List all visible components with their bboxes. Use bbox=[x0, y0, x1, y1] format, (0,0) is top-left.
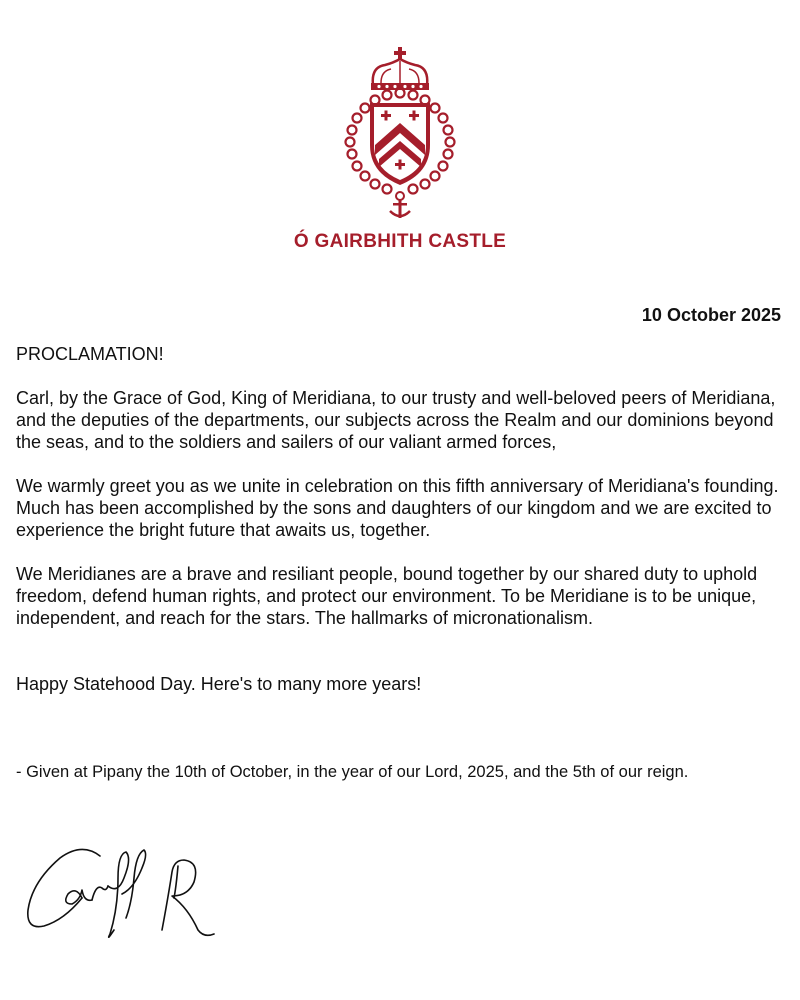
handwritten-signature-icon bbox=[22, 838, 222, 948]
castle-crest-icon bbox=[335, 45, 465, 220]
proclamation-body bbox=[16, 343, 791, 783]
proclamation-given-line: - Given at Pipany the 10th of October, in the year of our Lord, 2025, and the 5th of our reign. bbox=[16, 763, 689, 781]
castle-name: Ó GAIRBHITH CASTLE bbox=[293, 231, 507, 252]
proclamation-values: We Meridianes are a brave and resiliant people, bound together by our shared duty to uphold freedom, defend human rights, and protect our environment. To be Meridiane is to be unique, independent, and reach for the stars. The hallmarks of micronationalism. bbox=[16, 564, 758, 628]
document-date: 10 October 2025 bbox=[641, 305, 781, 325]
proclamation-closing: Happy Statehood Day. Here's to many more years! bbox=[16, 674, 422, 694]
proclamation-title: PROCLAMATION! bbox=[16, 344, 164, 364]
proclamation-greeting: We warmly greet you as we unite in celebration on this fifth anniversary of Meridiana's founding. Much has been accomplished by the sons and daughters of our kingdom and we are excited to experience the bright future that awaits us, together. bbox=[16, 476, 779, 540]
proclamation-address: Carl, by the Grace of God, King of Meridiana, to our trusty and well-beloved peers of Meridiana, and the deputies of the departments, our subjects across the Realm and our dominions beyond the seas, and to the soldiers and sailers of our valiant armed forces, bbox=[16, 388, 776, 452]
